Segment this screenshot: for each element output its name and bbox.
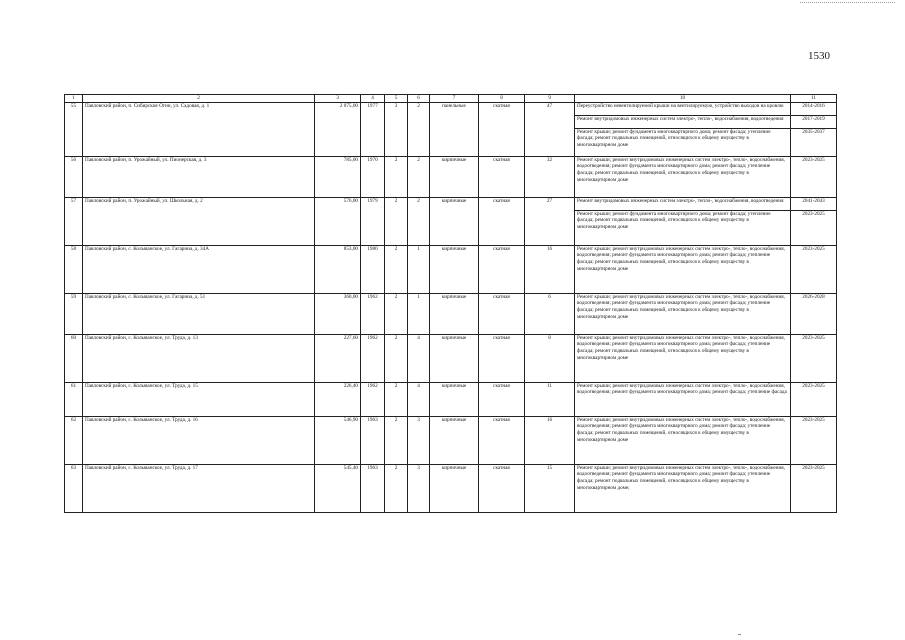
floors-cell: 2 bbox=[385, 382, 408, 416]
period-cell: 2041-2043 bbox=[791, 197, 837, 210]
address-cell: Павловский район, п. Урожайный, ул. Пионерская, д. 3 bbox=[83, 156, 315, 197]
entrances-cell: 3 bbox=[408, 464, 430, 512]
row-number: 59 bbox=[65, 293, 83, 334]
roof-type-cell: скатная bbox=[479, 156, 525, 197]
wall-material-cell: кирпичные bbox=[430, 382, 479, 416]
work-description-cell: Ремонт внутридомовых инженерных систем электро-, тепло-, водоснабжения, водоотведения bbox=[575, 197, 791, 210]
area-cell: 546,90 bbox=[315, 416, 361, 464]
housing-registry-table bbox=[64, 94, 837, 513]
period-cell: 2014-2016 bbox=[791, 102, 837, 115]
period-cell: 2035-2037 bbox=[791, 128, 837, 156]
column-number: 1 bbox=[65, 95, 83, 103]
column-number: 5 bbox=[385, 95, 408, 103]
roof-type-cell: скатная bbox=[479, 334, 525, 382]
area-cell: 2 075,00 bbox=[315, 102, 361, 156]
area-cell: 545,40 bbox=[315, 464, 361, 512]
column-number: 3 bbox=[315, 95, 361, 103]
row-number: 63 bbox=[65, 464, 83, 512]
column-number-row bbox=[65, 95, 837, 103]
entrances-cell: 4 bbox=[408, 334, 430, 382]
period-cell: 2023-2025 bbox=[791, 245, 837, 293]
wall-material-cell: кирпичные bbox=[430, 245, 479, 293]
table-row bbox=[65, 102, 837, 115]
work-description-cell: Ремонт крыши; ремонт фундамента многоквартирного дома; ремонт фасада; утепление фасада; ремонт подвальных помещений, относящихся к общему имуществу в многоквартирном доме bbox=[575, 128, 791, 156]
work-description-cell: Ремонт крыши; ремонт фундамента многоквартирного дома; ремонт фасада; утепление фасада; ремонт подвальных помещений, относящихся к общему имуществу в многоквартирном доме bbox=[575, 210, 791, 245]
row-number: 57 bbox=[65, 197, 83, 245]
column-9-cell: 32 bbox=[525, 156, 575, 197]
year-cell: 1979 bbox=[361, 197, 385, 245]
scan-mark bbox=[738, 634, 741, 635]
column-9-cell: 11 bbox=[525, 382, 575, 416]
wall-material-cell: кирпичные bbox=[430, 197, 479, 245]
year-cell: 1980 bbox=[361, 245, 385, 293]
floors-cell: 2 bbox=[385, 334, 408, 382]
period-cell: 2023-2025 bbox=[791, 464, 837, 512]
area-cell: 785,00 bbox=[315, 156, 361, 197]
year-cell: 1962 bbox=[361, 382, 385, 416]
period-cell: 2023-2025 bbox=[791, 210, 837, 245]
address-cell: Павловский район, с. Колыванское, ул. Труда, д. 17 bbox=[83, 464, 315, 512]
period-cell: 2026-2028 bbox=[791, 293, 837, 334]
wall-material-cell: кирпичные bbox=[430, 156, 479, 197]
year-cell: 1970 bbox=[361, 156, 385, 197]
area-cell: 360,00 bbox=[315, 293, 361, 334]
table-body bbox=[65, 95, 837, 513]
table-row bbox=[65, 245, 837, 293]
row-number: 56 bbox=[65, 156, 83, 197]
address-cell: Павловский район, п. Урожайный, ул. Школьная, д. 2 bbox=[83, 197, 315, 245]
column-number: 6 bbox=[408, 95, 430, 103]
entrances-cell: 2 bbox=[408, 102, 430, 156]
column-number: 11 bbox=[791, 95, 837, 103]
work-description-cell: Ремонт крыши; ремонт внутридомовых инженерных систем электро-, тепло-, водоснабжения, водоотведения; ремонт фундамента многоквартирного дома; ремонт фасада; утепление фасада; ремонт подвальных помещений, относящихся к общему имуществу в многоквартирном доме; bbox=[575, 464, 791, 512]
column-9-cell: 16 bbox=[525, 245, 575, 293]
roof-type-cell: скатная bbox=[479, 197, 525, 245]
roof-type-cell: скатная bbox=[479, 293, 525, 334]
column-9-cell: 47 bbox=[525, 102, 575, 156]
address-cell: Павловский район, с. Колыванское, ул. Гагарина, д. 51 bbox=[83, 293, 315, 334]
column-number: 4 bbox=[361, 95, 385, 103]
period-cell: 2023-2025 bbox=[791, 334, 837, 382]
column-number: 7 bbox=[430, 95, 479, 103]
floors-cell: 2 bbox=[385, 197, 408, 245]
table-row bbox=[65, 156, 837, 197]
scan-top-mark bbox=[800, 2, 895, 6]
address-cell: Павловский район, п. Сибирские Огни, ул. Садовая, д. 1 bbox=[83, 102, 315, 156]
table-row bbox=[65, 416, 837, 464]
column-9-cell: 27 bbox=[525, 197, 575, 245]
column-number: 9 bbox=[525, 95, 575, 103]
work-description-cell: Ремонт крыши; ремонт внутридомовых инженерных систем электро-, тепло-, водоснабжения, водоотведения; ремонт фундамента многоквартирного дома; ремонт фасада; утепление фасада; ремонт подвальных помещений, относящихся к общему имуществу в многоквартирном доме bbox=[575, 156, 791, 197]
work-description-cell: Ремонт крыши; ремонт внутридомовых инженерных систем электро-, тепло-, водоснабжения, водоотведения; ремонт фундамента многоквартирного дома; ремонт фасада; утепление фасада; ремонт подвальных помещений, относящихся к общему имуществу в многоквартирном доме bbox=[575, 245, 791, 293]
period-cell: 2017-2019 bbox=[791, 115, 837, 128]
floors-cell: 2 bbox=[385, 156, 408, 197]
roof-type-cell: скатная bbox=[479, 416, 525, 464]
work-description-cell: Ремонт крыши; ремонт внутридомовых инженерных систем электро-, тепло-, водоснабжения, водоотведения; ремонт фундамента многоквартирного дома; ремонт фасада; утепление фасада bbox=[575, 382, 791, 416]
work-description-cell: Ремонт крыши; ремонт внутридомовых инженерных систем электро-, тепло-, водоснабжения, водоотведения; ремонт фундамента многоквартирного дома; ремонт фасада; утепление фасада; ремонт подвальных помещений, относящихся к общему имуществу в многоквартирном доме bbox=[575, 293, 791, 334]
entrances-cell: 2 bbox=[408, 156, 430, 197]
column-9-cell: 8 bbox=[525, 334, 575, 382]
address-cell: Павловский район, с. Колыванское, ул. Гагарина, д. 34А bbox=[83, 245, 315, 293]
year-cell: 1963 bbox=[361, 464, 385, 512]
wall-material-cell: кирпичные bbox=[430, 293, 479, 334]
table-row bbox=[65, 197, 837, 210]
work-description-cell: Ремонт внутридомовых инженерных систем электро-, тепло-, водоснабжения, водоотведения bbox=[575, 115, 791, 128]
wall-material-cell: кирпичные bbox=[430, 416, 479, 464]
table-row bbox=[65, 293, 837, 334]
work-description-cell: Ремонт крыши; ремонт внутридомовых инженерных систем электро-, тепло-, водоснабжения, водоотведения; ремонт фундамента многоквартирного дома; ремонт фасада; утепление фасада; ремонт подвальных помещений, относящихся к общему имуществу в многоквартирном доме bbox=[575, 334, 791, 382]
row-number: 61 bbox=[65, 382, 83, 416]
table-row bbox=[65, 334, 837, 382]
wall-material-cell: кирпичные bbox=[430, 334, 479, 382]
entrances-cell: 2 bbox=[408, 197, 430, 245]
roof-type-cell: скатная bbox=[479, 102, 525, 156]
table-row bbox=[65, 382, 837, 416]
work-description-cell: Переустройство невентилируемой крыши на вентилируемую, устройство выходов на кровлю bbox=[575, 102, 791, 115]
floors-cell: 2 bbox=[385, 416, 408, 464]
entrances-cell: 1 bbox=[408, 293, 430, 334]
area-cell: 226,40 bbox=[315, 382, 361, 416]
period-cell: 2023-2025 bbox=[791, 156, 837, 197]
roof-type-cell: скатная bbox=[479, 245, 525, 293]
area-cell: 576,00 bbox=[315, 197, 361, 245]
year-cell: 1962 bbox=[361, 293, 385, 334]
year-cell: 1977 bbox=[361, 102, 385, 156]
table-row bbox=[65, 464, 837, 512]
work-description-cell: Ремонт крыши; ремонт внутридомовых инженерных систем электро-, тепло-, водоснабжения, водоотведения; ремонт фундамента многоквартирного дома; ремонт фасада; утепление фасада; ремонт подвальных помещений, относящихся к общему имуществу в многоквартирном доме bbox=[575, 416, 791, 464]
floors-cell: 2 bbox=[385, 245, 408, 293]
floors-cell: 3 bbox=[385, 102, 408, 156]
address-cell: Павловский район, с. Колыванское, ул. Труда, д. 15 bbox=[83, 382, 315, 416]
column-9-cell: 15 bbox=[525, 464, 575, 512]
floors-cell: 2 bbox=[385, 464, 408, 512]
roof-type-cell: скатная bbox=[479, 464, 525, 512]
column-number: 10 bbox=[575, 95, 791, 103]
wall-material-cell: кирпичные bbox=[430, 464, 479, 512]
column-number: 2 bbox=[83, 95, 315, 103]
row-number: 60 bbox=[65, 334, 83, 382]
row-number: 58 bbox=[65, 245, 83, 293]
address-cell: Павловский район, с. Колыванское, ул. Труда, д. 13 bbox=[83, 334, 315, 382]
wall-material-cell: панельные bbox=[430, 102, 479, 156]
column-9-cell: 16 bbox=[525, 416, 575, 464]
entrances-cell: 3 bbox=[408, 416, 430, 464]
row-number: 55 bbox=[65, 102, 83, 156]
year-cell: 1962 bbox=[361, 334, 385, 382]
area-cell: 853,00 bbox=[315, 245, 361, 293]
address-cell: Павловский район, с. Колыванское, ул. Труда, д. 16 bbox=[83, 416, 315, 464]
entrances-cell: 4 bbox=[408, 382, 430, 416]
period-cell: 2023-2025 bbox=[791, 416, 837, 464]
roof-type-cell: скатная bbox=[479, 382, 525, 416]
floors-cell: 2 bbox=[385, 293, 408, 334]
period-cell: 2023-2025 bbox=[791, 382, 837, 416]
page-number: 1530 bbox=[808, 50, 830, 62]
entrances-cell: 1 bbox=[408, 245, 430, 293]
row-number: 62 bbox=[65, 416, 83, 464]
area-cell: 227,60 bbox=[315, 334, 361, 382]
column-9-cell: 6 bbox=[525, 293, 575, 334]
year-cell: 1963 bbox=[361, 416, 385, 464]
column-number: 8 bbox=[479, 95, 525, 103]
